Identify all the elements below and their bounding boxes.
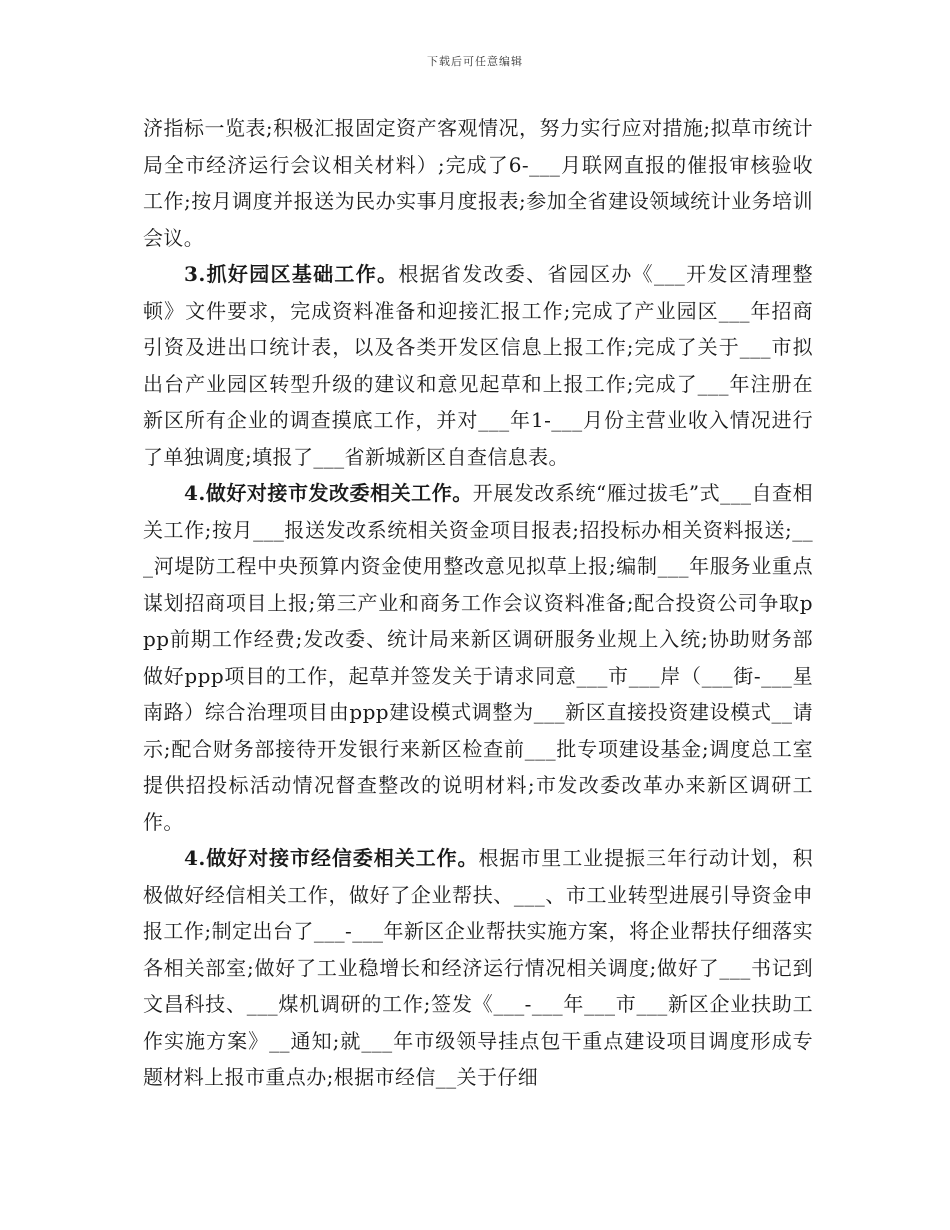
paragraph-text: 根据市里工业提振三年行动计划，积极做好经信相关工作，做好了企业帮扶、___、市工业转型进展引导资金申报工作;制定出台了___-___年新区企业帮扶实施方案，将企业帮扶仔细落实各相关部室;做好了工业稳增长和经济运行情况相关调度;做好了___书记到文昌科技、___煤机调研的工作;签发《___-___年___市___新区企业扶助工作实施方案》__通知;就___年市级领导挂点包干重点建设项目调度形成专题材料上报市重点办;根据市经信__关于仔细 (143, 846, 813, 1089)
paragraph-development-reform (143, 475, 813, 840)
paragraph-text: 根据省发改委、省园区办《___开发区清理整顿》文件要求，完成资料准备和迎接汇报工作;完成了产业园区___年招商引资及进出口统计表，以及各类开发区信息上报工作;完成了关于___市拟出台产业园区转型升级的建议和意见起草和上报工作;完成了___年注册在新区所有企业的调查摸底工作，并对___年1-___月份主营业收入情况进行了单独调度;填报了___省新城新区自查信息表。 (143, 262, 814, 469)
paragraph-text: 济指标一览表;积极汇报固定资产客观情况，努力实行应对措施;拟草市统计局全市经济运行会议相关材料）;完成了6-___月联网直报的催报审核验收工作;按月调度并报送为民办实事月度报表;参加全省建设领域统计业务培训会议。 (143, 116, 813, 250)
paragraph-heading: 4.做好对接市发改委相关工作。 (184, 481, 473, 505)
paragraph-text: 开展发改系统“雁过拔毛”式___自查相关工作;按月___报送发改系统相关资金项目报表;招投标办相关资料报送;___河堤防工程中央预算内资金使用整改意见拟草上报;编制___年服务业重点谋划招商项目上报;第三产业和商务工作会议资料准备;配合投资公司争取ppp前期工作经费;发改委、统计局来新区调研服务业规上入统;协助财务部做好ppp项目的工作，起草并签发关于请求同意___市___岸（___街-___星南路）综合治理项目由ppp建设模式调整为___新区直接投资建设模式__请示;配合财务部接待开发银行来新区检查前___批专项建设基金;调度总工室提供招投标活动情况督查整改的说明材料;市发改委改革办来新区调研工作。 (143, 481, 813, 834)
paragraph-park-work (143, 256, 813, 475)
paragraph-economy-information (143, 840, 813, 1096)
document-body (143, 110, 813, 1096)
paragraph-heading: 3.抓好园区基础工作。 (184, 262, 399, 286)
page-header: 下载后可任意编辑 (427, 55, 523, 68)
paragraph-continuation (143, 110, 813, 256)
paragraph-heading: 4.做好对接市经信委相关工作。 (184, 846, 479, 870)
